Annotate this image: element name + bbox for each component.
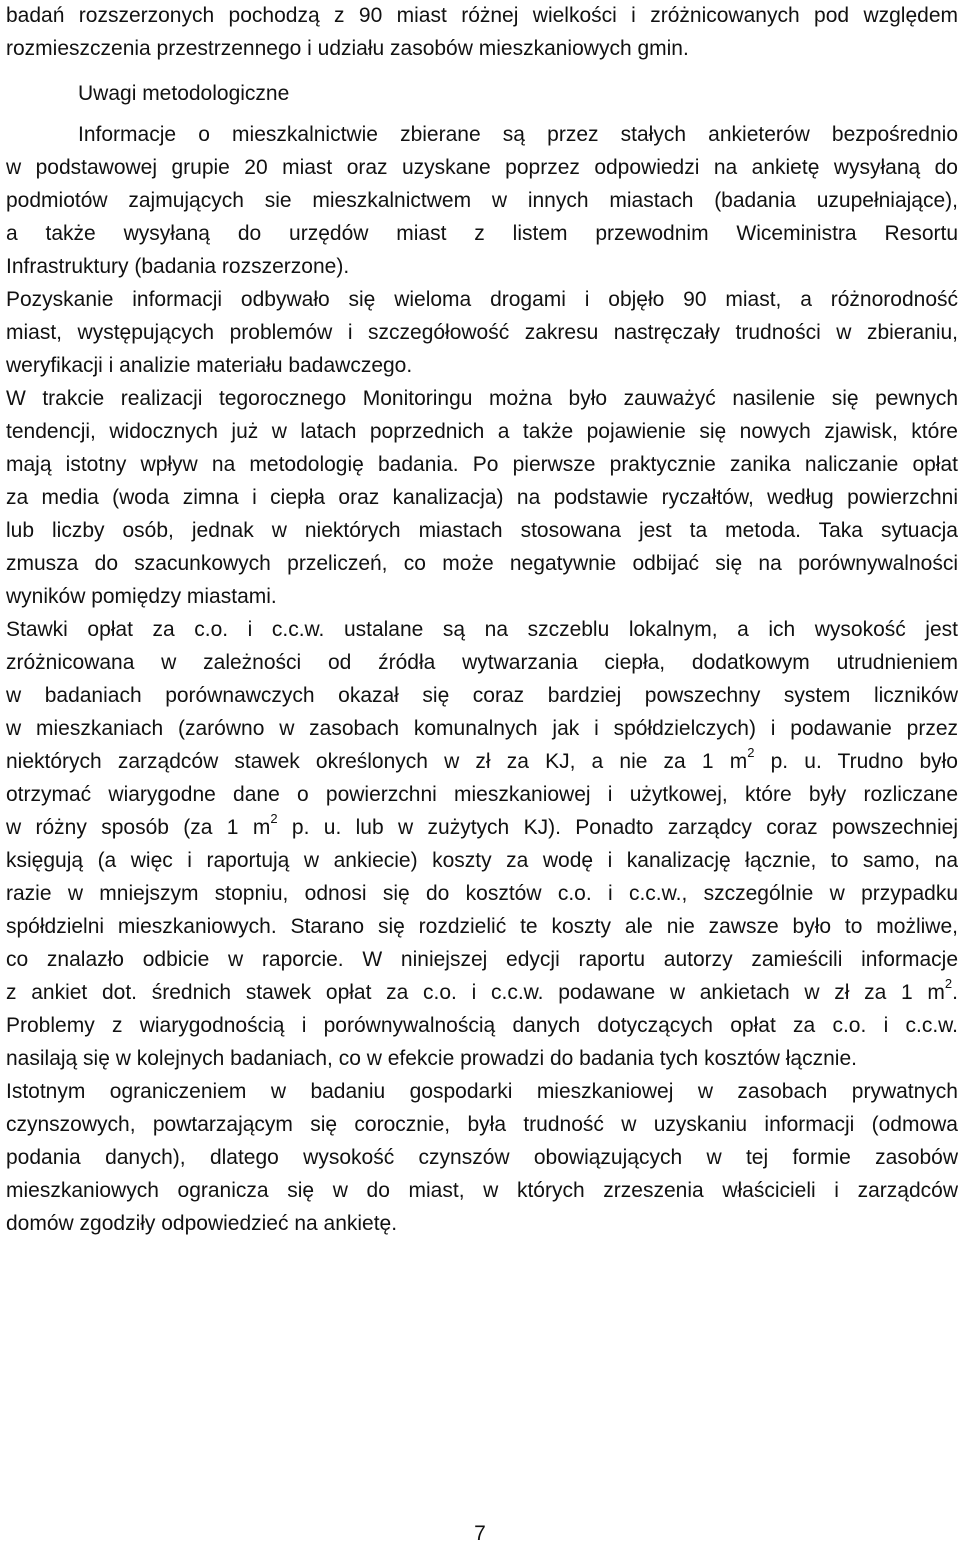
text-fragment: niektórych zarządców stawek określonych w zł za KJ, a nie za 1 m: [6, 750, 748, 773]
text-line: Infrastruktury (badania rozszerzone).: [6, 255, 350, 278]
text-line: Informacje o mieszkalnictwie zbierane są przez stałych ankieterów bezpośrednio: [78, 123, 958, 146]
text-line: mieszkaniowych ogranicza się w do miast, w których zrzeszenia właścicieli i zarządców: [6, 1179, 958, 1202]
text-line: razie w mniejszym stopniu, odnosi się do kosztów c.o. i c.c.w., szczególnie w przypadku: [6, 882, 958, 905]
text-line: za media (woda zimna i ciepła oraz kanalizacja) na podstawie ryczałtów, według powierzchni: [6, 486, 958, 509]
text-line: badań rozszerzonych pochodzą z 90 miast różnej wielkości i zróżnicowanych pod względem: [6, 4, 958, 27]
text-line: Pozyskanie informacji odbywało się wieloma drogami i objęło 90 miast, a różnorodność: [6, 288, 958, 311]
text-line: miast, występujących problemów i szczegółowość zakresu nastręczały trudności w zbieraniu,: [6, 321, 958, 344]
text-line: zróżnicowana w zależności od źródła wytwarzania ciepła, dodatkowym utrudnieniem: [6, 651, 958, 674]
text-line: rozmieszczenia przestrzennego i udziału zasobów mieszkaniowych gmin.: [6, 37, 689, 60]
text-line: spółdzielni mieszkaniowych. Starano się rozdzielić te koszty ale nie zawsze było to możliwe,: [6, 915, 958, 938]
text-line: czynszowych, powtarzającym się corocznie, była trudność w uzyskaniu informacji (odmowa: [6, 1113, 958, 1136]
text-line: otrzymać wiarygodne dane o powierzchni mieszkaniowej i użytkowej, które były rozliczane: [6, 783, 958, 806]
text-fragment: .: [952, 981, 958, 1004]
text-line: mają istotny wpływ na metodologię badania. Po pierwsze praktycznie zanika naliczanie opłat: [6, 453, 958, 476]
text-line: w mieszkaniach (zarówno w zasobach komunalnych jak i spółdzielczych) i podawanie przez: [6, 717, 958, 740]
text-fragment: p. u. lub w zużytych KJ). Ponadto zarządcy coraz powszechniej: [277, 816, 958, 839]
section-heading-block: [6, 77, 958, 110]
text-block-main: [6, 118, 958, 1240]
text-line: lub liczby osób, jednak w niektórych miastach stosowana jest ta metoda. Taka sytuacja: [6, 519, 958, 542]
text-fragment: p. u. Trudno było: [754, 750, 958, 773]
text-line: Istotnym ograniczeniem w badaniu gospodarki mieszkaniowej w zasobach prywatnych: [6, 1080, 958, 1103]
text-line: w badaniach porównawczych okazał się coraz bardziej powszechny system liczników: [6, 684, 958, 707]
text-line: podania danych), dlatego wysokość czynszów obowiązujących w tej formie zasobów: [6, 1146, 958, 1169]
text-line-with-superscript: [6, 745, 958, 778]
superscript: 2: [944, 976, 953, 991]
text-line-with-superscript: [6, 811, 958, 844]
text-line: Stawki opłat za c.o. i c.c.w. ustalane są na szczeblu lokalnym, a ich wysokość jest: [6, 618, 958, 641]
page-number: 7: [474, 1522, 486, 1545]
text-line: nasilają się w kolejnych badaniach, co w efekcie prowadzi do badania tych kosztów łącznie.: [6, 1047, 857, 1070]
text-block-intro: [6, 0, 958, 65]
text-line: co znalazło odbicie w raporcie. W niniejszej edycji raportu autorzy zamieścili informacje: [6, 948, 958, 971]
superscript: 2: [270, 811, 278, 826]
text-fragment: w różny sposób (za 1 m: [6, 816, 271, 839]
text-line: Problemy z wiarygodnością i porównywalnością danych dotyczących opłat za c.o. i c.c.w.: [6, 1014, 958, 1037]
text-line: wyników pomiędzy miastami.: [6, 585, 277, 608]
text-line-with-superscript: [6, 976, 958, 1009]
text-line: podmiotów zajmujących sie mieszkalnictwem w innych miastach (badania uzupełniające),: [6, 189, 958, 212]
text-line: w podstawowej grupie 20 miast oraz uzyskane poprzez odpowiedzi na ankietę wysyłaną do: [6, 156, 958, 179]
text-fragment: z ankiet dot. średnich stawek opłat za c.o. i c.c.w. podawane w ankietach w zł za 1 m: [6, 981, 945, 1004]
text-line: a także wysyłaną do urzędów miast z listem przewodnim Wiceministra Resortu: [6, 222, 958, 245]
section-heading: Uwagi metodologiczne: [78, 82, 290, 105]
text-line: W trakcie realizacji tegorocznego Monitoringu można było zauważyć nasilenie się pewnych: [6, 387, 958, 410]
text-line: księgują (a więc i raportują w ankiecie) koszty za wodę i kanalizację łącznie, to samo, na: [6, 849, 958, 872]
superscript: 2: [747, 745, 755, 760]
text-line: zmusza do szacunkowych przeliczeń, co może negatywnie odbijać się na porównywalności: [6, 552, 958, 575]
text-line: weryfikacji i analizie materiału badawczego.: [6, 354, 413, 377]
text-line: tendencji, widocznych już w latach poprzednich a także pojawienie się nowych zjawisk, które: [6, 420, 958, 443]
text-line: domów zgodziły odpowiedzieć na ankietę.: [6, 1212, 398, 1235]
